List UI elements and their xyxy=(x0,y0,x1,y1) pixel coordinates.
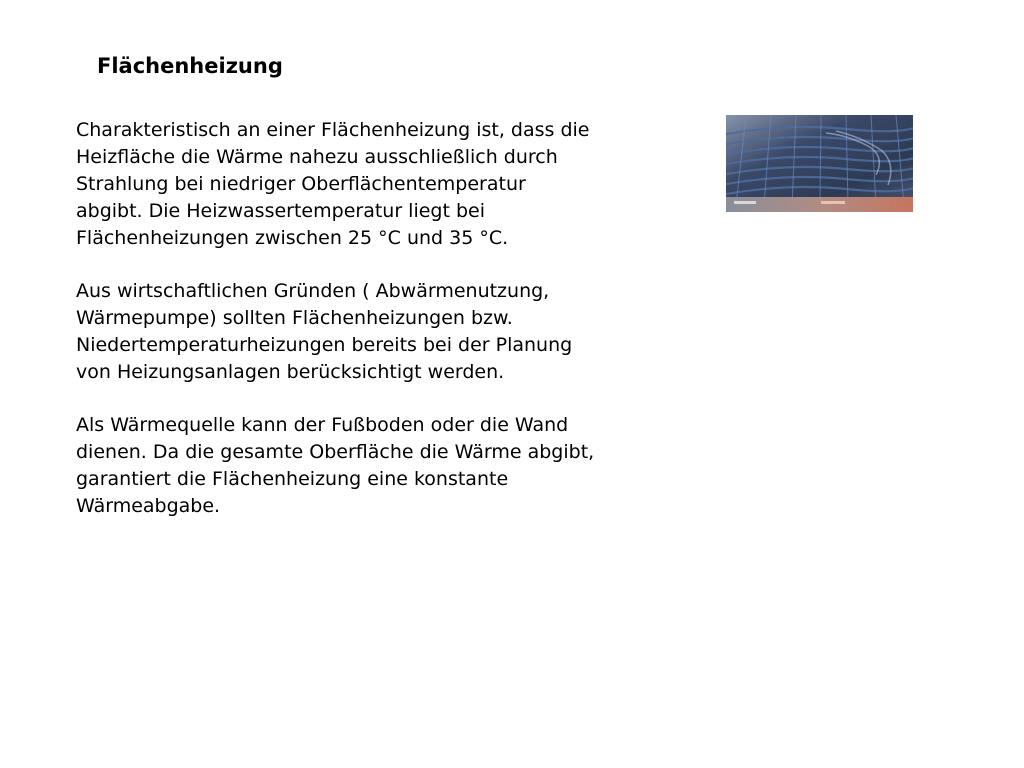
paragraph-2 xyxy=(76,278,716,386)
paragraph-1 xyxy=(76,117,716,252)
body-text xyxy=(76,117,716,546)
text-line: Flächenheizungen zwischen 25 °C und 35 °C. xyxy=(76,227,509,249)
text-line: abgibt. Die Heizwassertemperatur liegt bei xyxy=(76,200,486,222)
text-line: Als Wärmequelle kann der Fußboden oder die Wand xyxy=(76,414,569,436)
text-line: Wärmeabgabe. xyxy=(76,495,221,517)
text-line: Wärmepumpe) sollten Flächenheizungen bzw. xyxy=(76,307,513,329)
text-line: dienen. Da die gesamte Oberfläche die Wärme abgibt, xyxy=(76,441,595,463)
text-line: garantiert die Flächenheizung eine konstante xyxy=(76,468,509,490)
text-line: Aus wirtschaftlichen Gründen ( Abwärmenutzung, xyxy=(76,280,550,302)
underfloor-heating-photo xyxy=(726,115,913,212)
text-line: Strahlung bei niedriger Oberflächentemperatur xyxy=(76,173,526,195)
paragraph-3 xyxy=(76,412,716,520)
text-line: Heizfläche die Wärme nahezu ausschließlich durch xyxy=(76,146,558,168)
text-line: Niedertemperaturheizungen bereits bei der Planung xyxy=(76,334,573,356)
text-line: Charakteristisch an einer Flächenheizung ist, dass die xyxy=(76,119,590,141)
text-line: von Heizungsanlagen berücksichtigt werden. xyxy=(76,361,505,383)
slide-title: Flächenheizung xyxy=(97,54,283,78)
